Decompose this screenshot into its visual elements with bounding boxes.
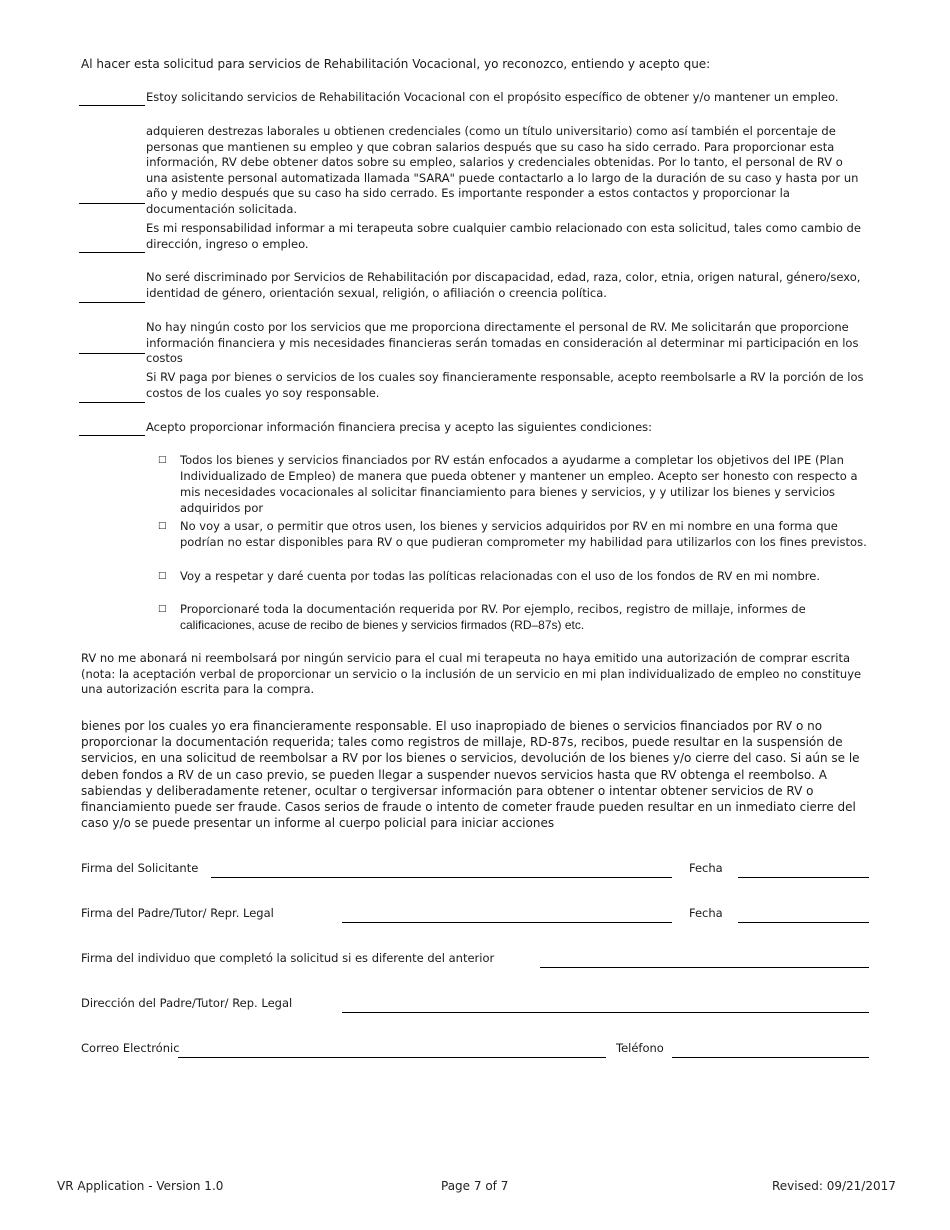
ack-item-5	[79, 320, 869, 365]
checkbox-icon: □	[158, 455, 167, 465]
ack-item-4	[79, 270, 869, 303]
email-line[interactable]	[178, 1057, 606, 1058]
date-label: Fecha	[689, 861, 723, 875]
ack-item-7	[79, 419, 869, 437]
initials-line[interactable]	[79, 435, 145, 436]
checkbox-icon: □	[158, 571, 167, 581]
guardian-date-line[interactable]	[738, 922, 869, 923]
initials-line[interactable]	[79, 252, 145, 253]
ack-item-3	[79, 221, 869, 253]
address-label: Dirección del Padre/Tutor/ Rep. Legal	[81, 996, 293, 1010]
initials-line[interactable]	[79, 203, 145, 204]
email-label: Correo Electrónic	[81, 1041, 180, 1055]
initials-line[interactable]	[79, 402, 145, 403]
initials-line[interactable]	[79, 105, 145, 106]
ack-item-1	[79, 89, 869, 107]
guardian-signature-label: Firma del Padre/Tutor/ Repr. Legal	[81, 906, 274, 920]
ack-item-6	[79, 370, 869, 403]
other-signature-label: Firma del individuo que completó la solicitud si es diferente del anterior	[81, 951, 495, 965]
fraud-paragraph: bienes por los cuales yo era financieramente responsable. El uso inapropiado de bienes o servicios financiados por RV o no proporcionar la documentación requerida; tales como registros de millaje, RD-87s, recibos, puede resultar en la suspensión de servicios, en una solicitud de reembolsar a RV por los bienes o servicios, devolución de los bienes y/o cierre del caso. Si aún se le deben fondos a RV de un caso previo, se pueden llegar a suspender nuevos servicios hasta que RV obtenga el reembolso. A sabiendas y deliberadamente retener, ocultar o tergiversar información para obtener o intentar obtener servicios de RV o financiamiento puede ser fraude. Casos serios de fraude o intento de cometer fraude pueden resultar en un inmediato cierre del caso y/o se puede presentar un informe al cuerpo policial para iniciar acciones	[81, 719, 860, 831]
footer-revised-date: Revised: 09/21/2017	[772, 1179, 896, 1193]
applicant-signature-label: Firma del Solicitante	[81, 861, 199, 875]
ack-text: Es mi responsabilidad informar a mi terapeuta sobre cualquier cambio relacionado con esta solicitud, tales como cambio de dirección, ingreso o empleo.	[146, 221, 861, 251]
phone-line[interactable]	[672, 1057, 869, 1058]
condition-text: Proporcionaré toda la documentación requerida por RV. Por ejemplo, recibos, registro de millaje, informes de	[180, 602, 806, 616]
checkbox-icon: □	[158, 604, 167, 614]
phone-label: Teléfono	[616, 1041, 664, 1055]
ack-item-2	[79, 124, 869, 216]
authorization-paragraph: RV no me abonará ni reembolsará por ningún servicio para el cual mi terapeuta no haya emitido una autorización de comprar escrita (nota: la aceptación verbal de proporcionar un servicio o la inclusión de un servicio en mi plan individualizado de empleo no constituye una autorización escrita para la compra.	[81, 651, 862, 696]
applicant-signature-line[interactable]	[211, 877, 672, 878]
checkbox-icon: □	[158, 521, 167, 531]
initials-line[interactable]	[79, 302, 145, 303]
ack-text: No hay ningún costo por los servicios que me proporciona directamente el personal de RV. Me solicitarán que proporcione información financiera y mis necesidades financieras serán tomadas en consideración al determinar mi participación en los costos	[146, 320, 859, 365]
footer-version: VR Application - Version 1.0	[57, 1179, 224, 1193]
condition-text: No voy a usar, o permitir que otros usen, los bienes y servicios adquiridos por RV en mi nombre en una forma que podrían no estar disponibles para RV o que pudieran comprometer my habilidad para utilizarlos con los fines previstos.	[180, 519, 867, 549]
ack-text: Acepto proporcionar información financiera precisa y acepto las siguientes condiciones:	[146, 420, 653, 434]
condition-text: Todos los bienes y servicios financiados por RV están enfocados a ayudarme a completar los objetivos del IPE (Plan Individualizado de Empleo) de manera que pueda obtener y mantener un empleo. Acepto ser honesto con respecto a mis necesidades vocacionales al solicitar financiamiento para bienes y servicios, y y utilizar los bienes y servicios adquiridos por	[180, 453, 858, 515]
intro-text: Al hacer esta solicitud para servicios de Rehabilitación Vocacional, yo reconozco, entiendo y acepto que:	[81, 57, 711, 71]
applicant-date-line[interactable]	[738, 877, 869, 878]
address-line[interactable]	[342, 1012, 869, 1013]
date-label: Fecha	[689, 906, 723, 920]
initials-line[interactable]	[79, 353, 145, 354]
condition-text-continued: calificaciones, acuse de recibo de bienes y servicios firmados (RD–87s) etc.	[180, 618, 585, 632]
guardian-signature-line[interactable]	[342, 922, 672, 923]
condition-text: Voy a respetar y daré cuenta por todas las políticas relacionadas con el uso de los fondos de RV en mi nombre.	[180, 569, 820, 583]
ack-text: No seré discriminado por Servicios de Rehabilitación por discapacidad, edad, raza, color, etnia, origen natural, género/sexo, identidad de género, orientación sexual, religión, o afiliación o creencia política.	[146, 270, 861, 300]
ack-text: Estoy solicitando servicios de Rehabilitación Vocacional con el propósito específico de obtener y/o mantener un empleo.	[146, 90, 839, 104]
ack-text: Si RV paga por bienes o servicios de los cuales soy financieramente responsable, acepto reembolsarle a RV la porción de los costos de los cuales yo soy responsable.	[146, 370, 864, 400]
ack-text: adquieren destrezas laborales u obtienen credenciales (como un título universitario) como así también el porcentaje de personas que mantienen su empleo y que cobran salarios después que su caso ha sido cerrado. Para proporcionar esta información, RV debe obtener datos sobre su empleo, salarios y credenciales obtenidas. Por lo tanto, el personal de RV o una asistente personal automatizada llamada "SARA" puede contactarlo a lo largo de la duración de su caso y hasta por un año y medio después que su caso ha sido cerrado. Es importante responder a estos contactos y proporcionar la documentación solicitada.	[146, 124, 859, 216]
other-signature-line[interactable]	[540, 967, 869, 968]
footer-page-number: Page 7 of 7	[441, 1179, 509, 1193]
